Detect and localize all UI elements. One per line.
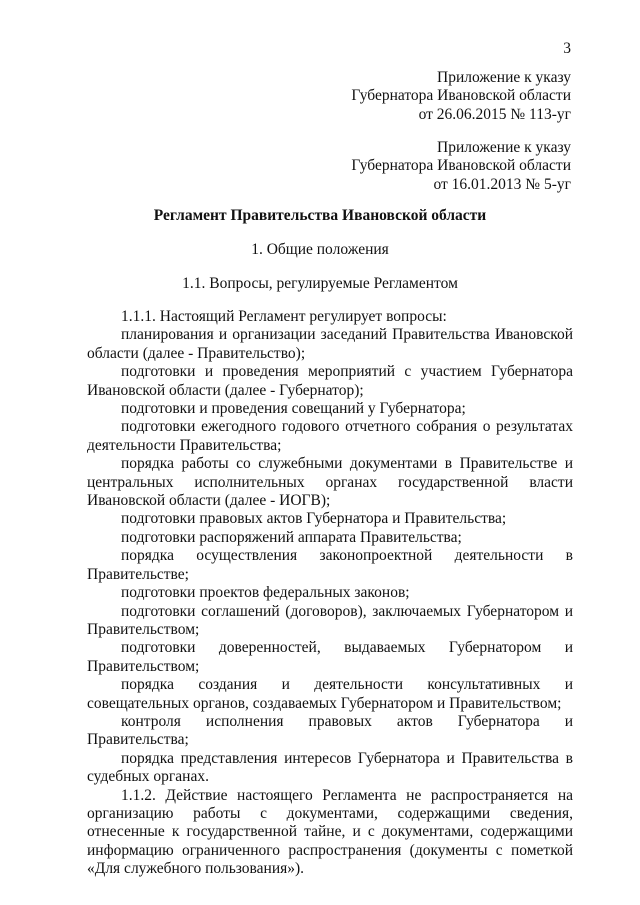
list-item: подготовки доверенностей, выдаваемых Губернатором и Правительством; bbox=[87, 639, 573, 675]
appendix-current-line1: Приложение к указу bbox=[437, 69, 571, 86]
appendix-original-line3: от 16.01.2013 № 5-уг bbox=[433, 175, 571, 193]
list-item: планирования и организации заседаний Правительства Ивановской области (далее - Правительство); bbox=[87, 326, 573, 362]
page-number: 3 bbox=[563, 40, 571, 57]
appendix-current-line3: от 26.06.2015 № 113-уг bbox=[418, 105, 571, 123]
paragraph-intro: 1.1.1. Настоящий Регламент регулирует вопросы: bbox=[121, 308, 447, 325]
list-item: порядка создания и деятельности консультативных и совещательных органов, создаваемых Губернатором и Правительством; bbox=[87, 676, 573, 712]
list-item: подготовки соглашений (договоров), заключаемых Губернатором и Правительством; bbox=[87, 602, 573, 638]
list-item: подготовки правовых актов Губернатора и Правительства; bbox=[121, 510, 507, 528]
section-heading: 1. Общие положения bbox=[251, 241, 389, 258]
list-item: подготовки ежегодного годового отчетного собрания о результатах деятельности Правительства; bbox=[87, 418, 573, 454]
paragraph-exclusion: 1.1.2. Действие настоящего Регламента не распространяется на организацию работы с документами, содержащими сведения, отнесенные к государственной тайне, и с документами, содержащими информацию ограниченного распространения (документы с пометкой «Для служебного пользования»). bbox=[87, 786, 573, 878]
appendix-current-line2: Губернатора Ивановской области bbox=[351, 87, 571, 105]
list-item: подготовки проектов федеральных законов; bbox=[121, 584, 410, 602]
list-item: порядка работы со служебными документами в Правительстве и центральных исполнительных органах государственной власти Ивановской области (далее - ИОГВ); bbox=[87, 455, 573, 510]
appendix-original-line1: Приложение к указу bbox=[437, 139, 571, 156]
list-item: подготовки и проведения совещаний у Губернатора; bbox=[121, 400, 466, 418]
list-item: порядка осуществления законопроектной деятельности в Правительстве; bbox=[87, 547, 573, 583]
list-item: подготовки распоряжений аппарата Правительства; bbox=[121, 528, 462, 546]
subsection-heading: 1.1. Вопросы, регулируемые Регламентом bbox=[182, 275, 458, 292]
document-title: Регламент Правительства Ивановской области bbox=[153, 207, 487, 224]
list-item: подготовки и проведения мероприятий с участием Губернатора Ивановской области (далее - Губернатор); bbox=[87, 363, 573, 399]
list-item: порядка представления интересов Губернатора и Правительства в судебных органах. bbox=[87, 749, 573, 786]
list-item: контроля исполнения правовых актов Губернатора и Правительства; bbox=[87, 712, 573, 749]
appendix-original-line2: Губернатора Ивановской области bbox=[351, 157, 571, 175]
appendix-current bbox=[351, 69, 571, 124]
document-body bbox=[87, 308, 573, 879]
appendix-original bbox=[351, 139, 571, 194]
